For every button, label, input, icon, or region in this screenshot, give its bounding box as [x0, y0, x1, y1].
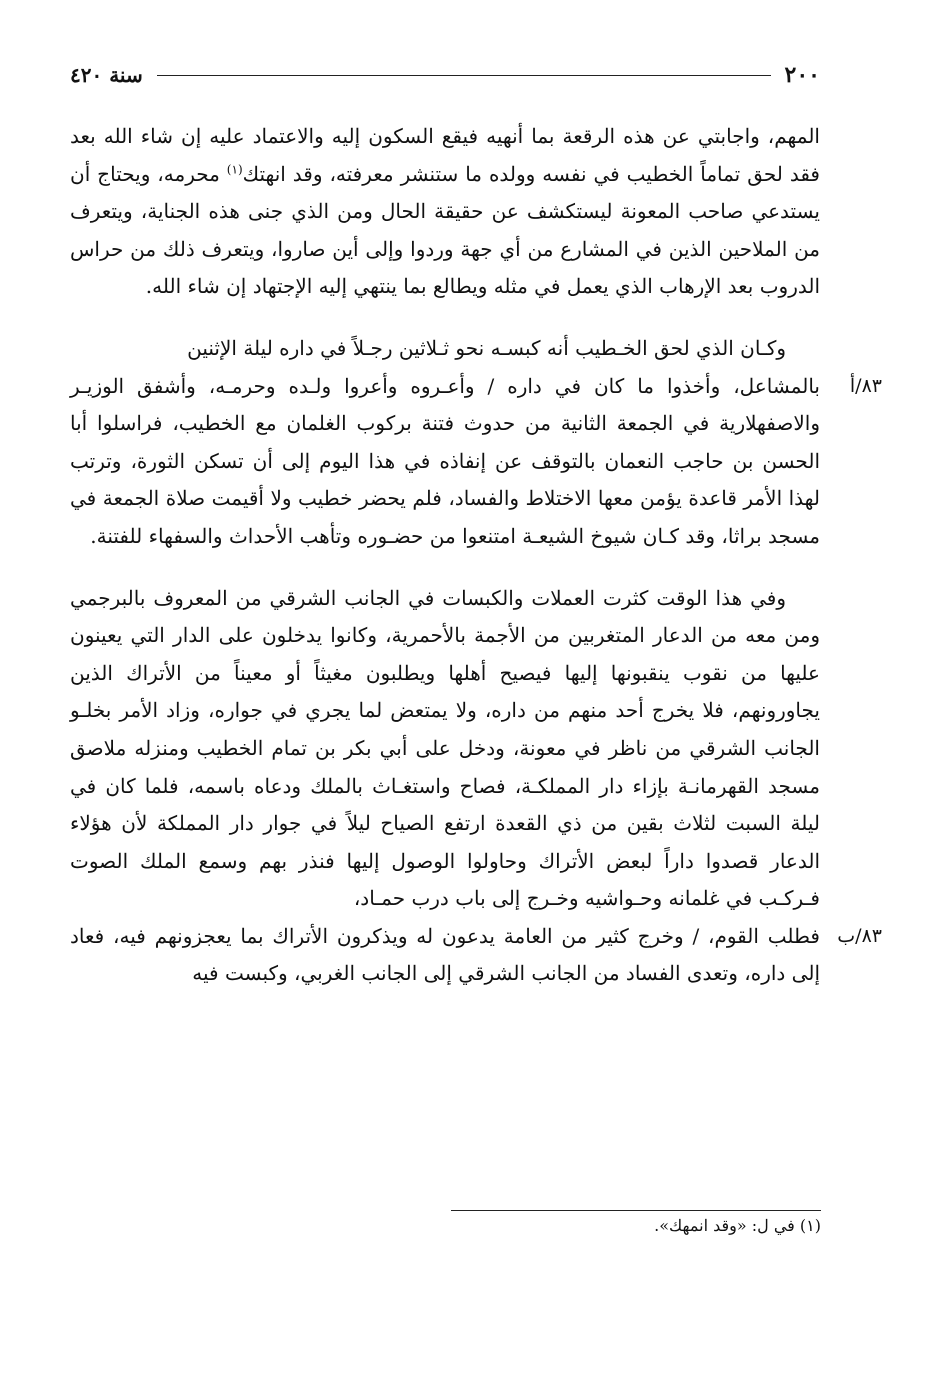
paragraph-1-text-a: المهم، واجابتي عن هذه الرقعة بما أنهيه فيقع السكون إليه والاعتماد عليه إن شاء الله بعد فقد لحق تماماً الخطيب في نفسه وولده ما ستنشر معرفته، وقد انهتك [70, 124, 820, 186]
paragraph-3 [70, 580, 820, 918]
paragraph-3-text-b: فطلب القوم، / وخرج كثير من العامة يدعون له ويذكرون الأتراك بما يعجزونهم فيه، فعاد إلى داره، وتعدى الفساد من الجانب الشرقي إلى الجانب الغربي، وكبست فيه [70, 923, 820, 986]
page-number: ٢٠٠ [784, 62, 820, 88]
paragraph-2-line-1: وكـان الذي لحق الخـطيب أنه كبسـه نحو ثـلاثين رجـلاً في داره ليلة الإثنين [187, 335, 786, 360]
paragraph-1 [70, 118, 820, 306]
footnote-rule [451, 1210, 821, 1211]
paragraph-2-text: بالمشاعل، وأخذوا ما كان في داره / وأعـروه وأعروا ولـده وحرمـه، وأشفق الوزيـر والاصفهلارية في الجمعة الثانية من حدوث فتنة بركوب الغلمان مع الخطيب، فراسلوا أبا الحسن بن حاجب النعمان بالتوقف عن إنفاذه في هذا اليوم إلى أن تسكن الثورة، وترتب لهذا الأمر قاعدة يؤمن معها الاختلاط والفساد، فلم يحضر خطيب ولا أقيمت صلاة الجمعة في مسجد براثا، وقد كـان شيوخ الشيعـة امتنعوا من حضـوره وتأهب الأحداث والسفهاء للفتنة. [70, 373, 820, 548]
paragraph-2-continued [70, 368, 882, 556]
paragraph-1-text-b: محرمه، ويحتاج أن يستدعي صاحب المعونة ليستكشف عن حقيقة الحال ومن الذي جنى هذه الجناية، ويتعرف من الملاحين الذين في المشارع من أي جهة وردوا وإلى أين صاروا، ويتعرف ذلك من حراس الدروب بعد الإرهاب الذي يعمل في مثله ويطالع بما ينتهي إليه الإجتهاد إن شاء الله. [70, 161, 820, 299]
paragraph-3-continued [70, 918, 882, 993]
page-header [70, 58, 820, 92]
header-rule [157, 75, 771, 76]
folio-ref-83a: ٨٣/أ [849, 374, 882, 397]
paragraph-2 [70, 330, 820, 368]
body-text [70, 118, 882, 993]
footnote-marker: (١) [226, 161, 243, 176]
footnote: (١) في ل: «وقد انمهك». [654, 1216, 821, 1235]
year-heading: سنة ٤٢٠ [70, 63, 143, 87]
folio-ref-83b: ٨٣/ب [837, 924, 882, 947]
paragraph-3-text: وفي هذا الوقت كثرت العملات والكبسات في الجانب الشرقي من المعروف بالبرجمي ومن معه من الدعار المتغربين من الأجمة بالأحمرية، وكانوا يدخلون على الدار التي يعينون عليها من نقوب ينقبونها إليها فيصيح أهلها ويطلبون مغيثاً أو معيناً من الأتراك الذين يجاورونهم، فلا يخرج أحد منهم من داره، ولا يمتعض لما يجري في جواره، وزاد الأمر بخلـو الجانب الشرقي من ناظر في معونة، ودخل على أبي بكر بن تمام الخطيب ومنزله ملاصق مسجد القهرمانـة بإزاء دار المملكـة، فصاح واستغـاث بالملك ودعاه باسمه، فلما كان في ليلة السبت لثلاث بقين من ذي القعدة ارتفع الصياح ليلاً في جوار دار المملكة لأن هؤلاء الدعار قصدوا داراً لبعض الأتراك وحاولوا الوصول إليها فنذر بهم وسمع الملك الصوت فـركـب في غلمانه وحـواشيه وخـرج إلى باب درب حمـاد، [70, 585, 820, 911]
